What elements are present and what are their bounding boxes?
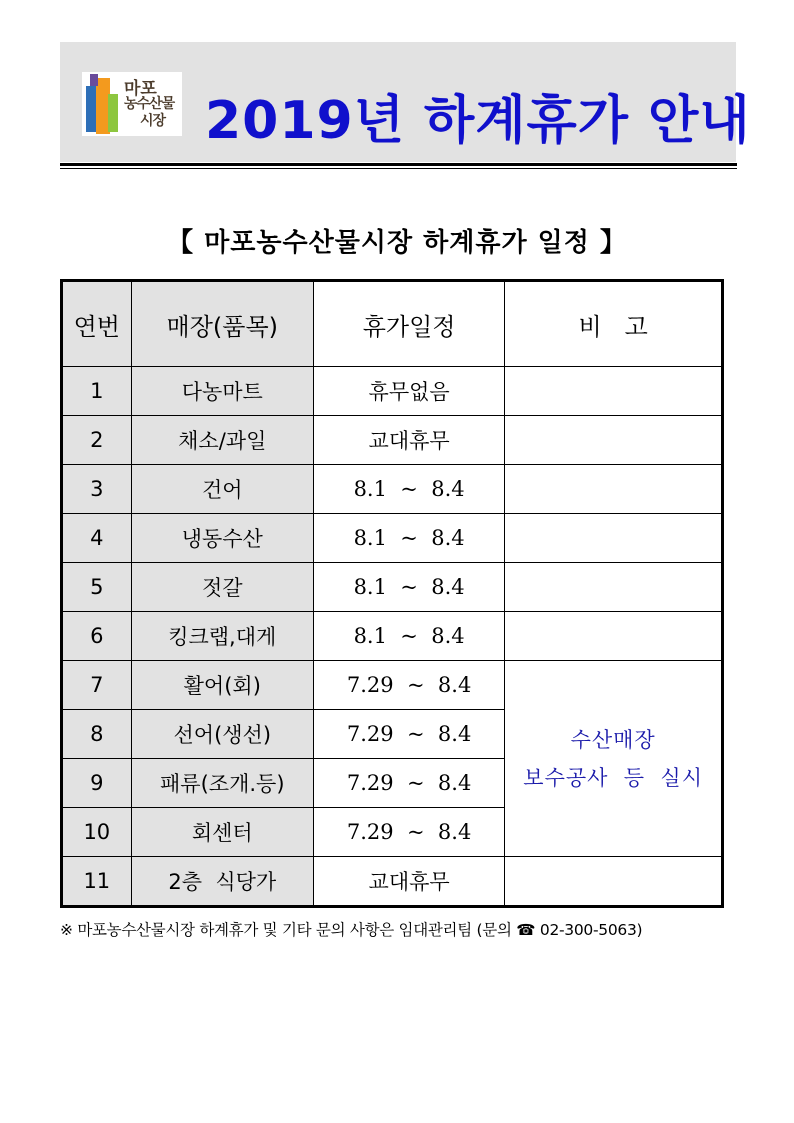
row-no: 8 xyxy=(62,710,132,759)
header-note: 비 고 xyxy=(505,281,723,367)
contact-footnote: ※ 마포농수산물시장 하계휴가 및 기타 문의 사항은 임대관리팀 (문의 ☎ 02-300-5063) xyxy=(60,921,643,939)
row-store: 채소/과일 xyxy=(131,416,313,465)
row-schedule: 8.1 ~ 8.4 xyxy=(313,465,504,514)
table-row xyxy=(62,857,723,907)
schedule-subtitle: 【 마포농수산물시장 하계휴가 일정 】 xyxy=(167,228,627,258)
row-store: 냉동수산 xyxy=(131,514,313,563)
table-row xyxy=(62,416,723,465)
header-schedule: 휴가일정 xyxy=(313,281,504,367)
row-schedule: 8.1 ~ 8.4 xyxy=(313,563,504,612)
row-no: 10 xyxy=(62,808,132,857)
row-no: 3 xyxy=(62,465,132,514)
row-no: 7 xyxy=(62,661,132,710)
row-schedule: 7.29 ~ 8.4 xyxy=(313,661,504,710)
row-store: 건어 xyxy=(131,465,313,514)
market-logo-mark xyxy=(82,72,122,136)
row-schedule: 교대휴무 xyxy=(313,416,504,465)
row-store: 2층 식당가 xyxy=(131,857,313,907)
table-row xyxy=(62,367,723,416)
merged-note-cell xyxy=(505,661,723,857)
header-no: 연번 xyxy=(62,281,132,367)
row-store: 킹크랩,대게 xyxy=(131,612,313,661)
row-store: 패류(조개.등) xyxy=(131,759,313,808)
row-note xyxy=(505,563,723,612)
logo-text-market: 농수산물 xyxy=(124,96,175,112)
header-rule xyxy=(60,163,737,166)
row-note xyxy=(505,465,723,514)
header-rule-thin xyxy=(60,168,737,169)
table-row xyxy=(62,514,723,563)
market-logo xyxy=(82,72,182,136)
row-store: 젓갈 xyxy=(131,563,313,612)
logo-text-sijang: 시장 xyxy=(140,113,166,129)
table-row xyxy=(62,465,723,514)
row-schedule: 8.1 ~ 8.4 xyxy=(313,514,504,563)
page-title: 2019년 하계휴가 안내 xyxy=(205,91,751,151)
merged-note-line1: 수산매장 xyxy=(570,727,656,752)
merged-note-line2: 보수공사 등 실시 xyxy=(523,765,703,790)
row-note xyxy=(505,416,723,465)
table-row xyxy=(62,612,723,661)
row-schedule: 7.29 ~ 8.4 xyxy=(313,710,504,759)
row-no: 5 xyxy=(62,563,132,612)
row-no: 1 xyxy=(62,367,132,416)
row-no: 11 xyxy=(62,857,132,907)
header-store: 매장(품목) xyxy=(131,281,313,367)
row-no: 6 xyxy=(62,612,132,661)
row-note xyxy=(505,514,723,563)
row-schedule: 8.1 ~ 8.4 xyxy=(313,612,504,661)
row-store: 회센터 xyxy=(131,808,313,857)
row-no: 2 xyxy=(62,416,132,465)
table-row xyxy=(62,563,723,612)
row-note xyxy=(505,857,723,907)
row-schedule: 7.29 ~ 8.4 xyxy=(313,759,504,808)
row-note xyxy=(505,612,723,661)
table-row xyxy=(62,661,723,710)
row-store: 다농마트 xyxy=(131,367,313,416)
row-store: 선어(생선) xyxy=(131,710,313,759)
row-store: 활어(회) xyxy=(131,661,313,710)
table-header-row xyxy=(62,281,723,367)
row-schedule: 7.29 ~ 8.4 xyxy=(313,808,504,857)
row-no: 4 xyxy=(62,514,132,563)
row-schedule: 교대휴무 xyxy=(313,857,504,907)
row-no: 9 xyxy=(62,759,132,808)
row-schedule: 휴무없음 xyxy=(313,367,504,416)
logo-text-mapo: 마포 xyxy=(124,79,157,99)
vacation-schedule-table xyxy=(60,279,724,908)
row-note xyxy=(505,367,723,416)
